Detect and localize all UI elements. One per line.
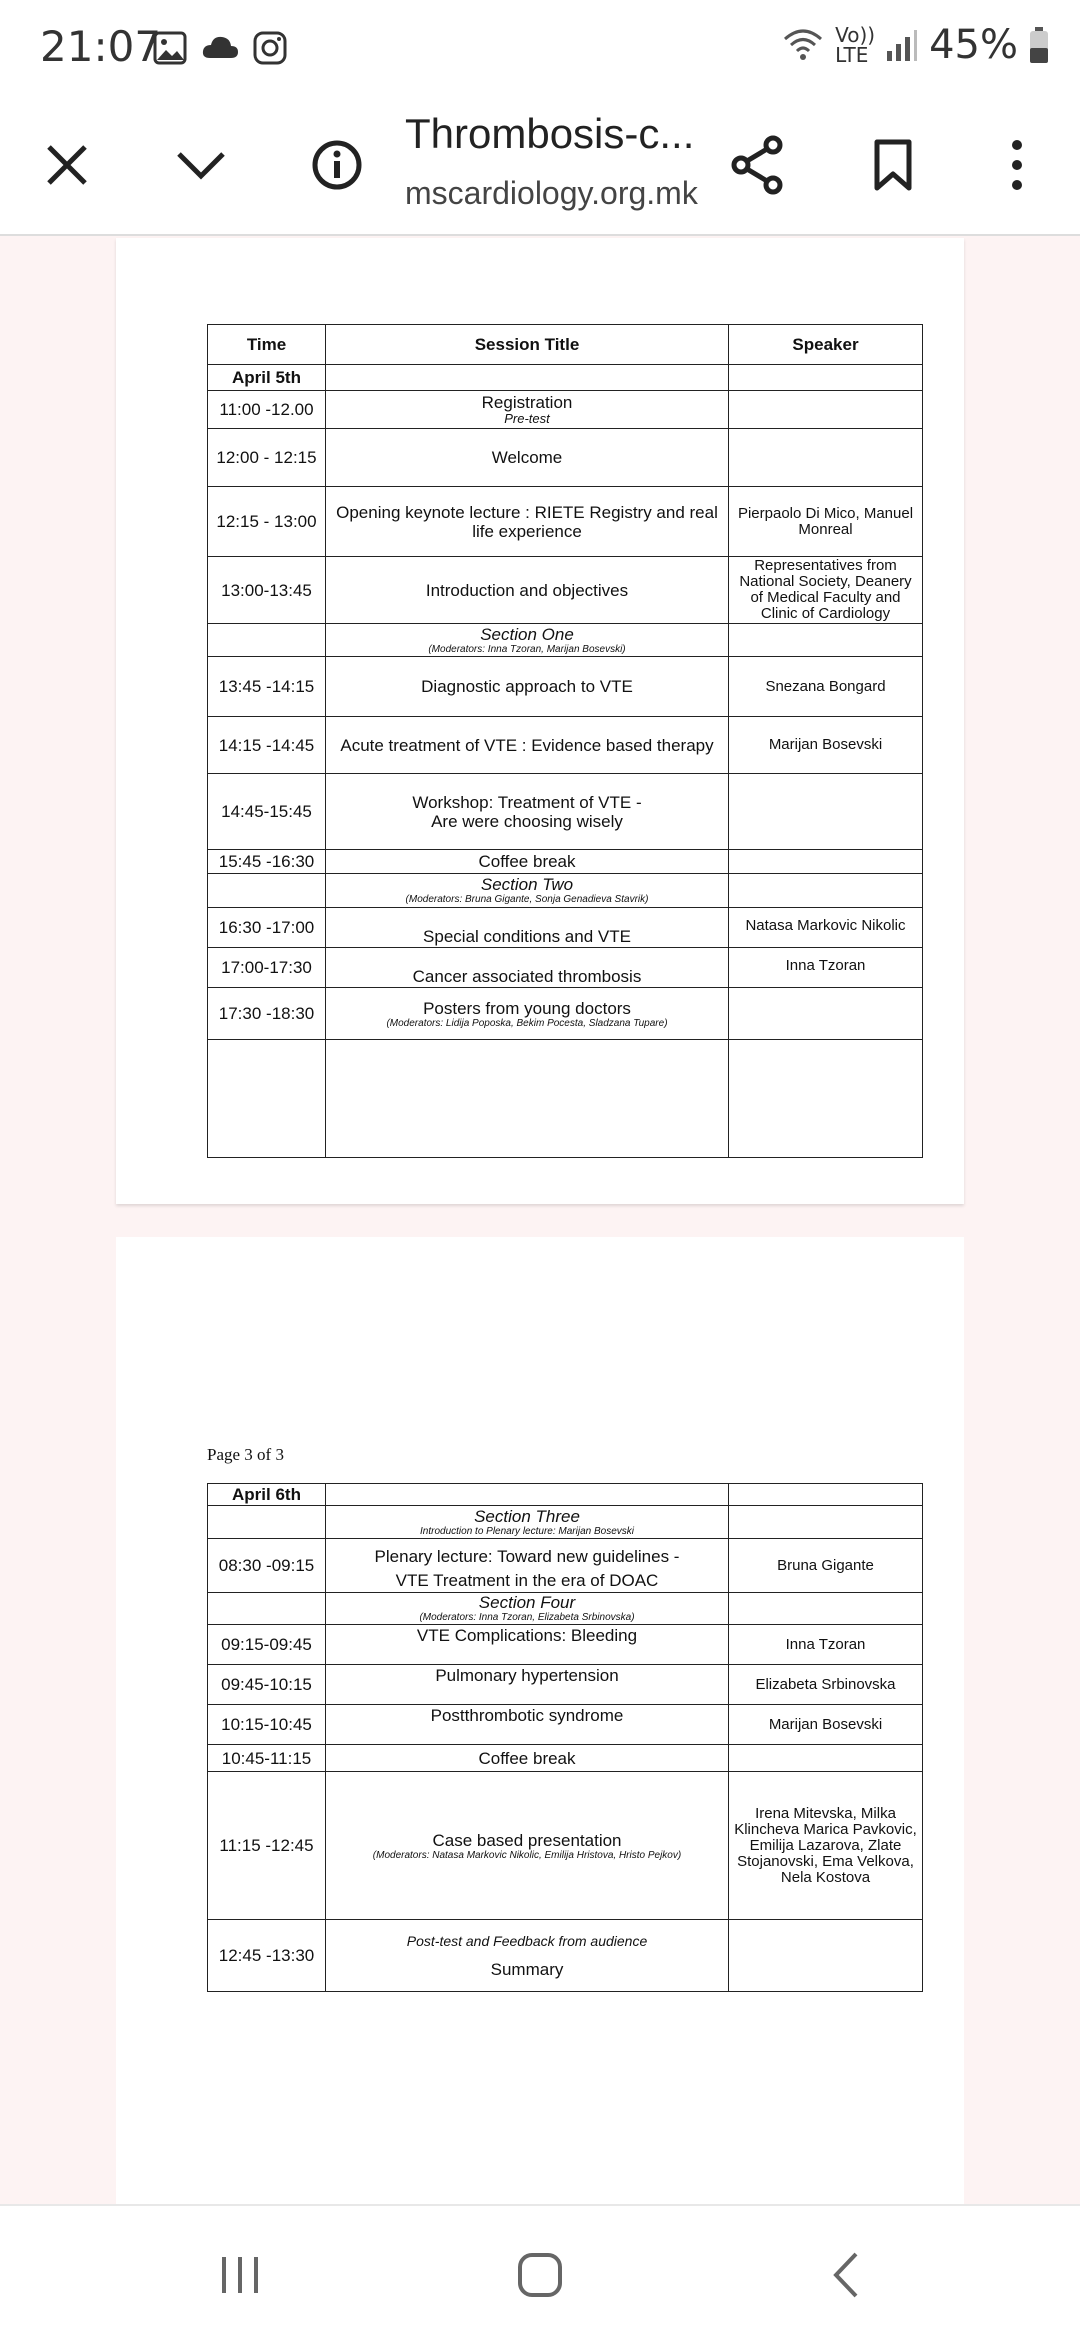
battery-icon — [1028, 26, 1050, 64]
back-icon — [830, 2250, 860, 2300]
network-label: Vo)) LTE — [835, 23, 876, 67]
share-icon — [729, 135, 785, 195]
header-session-title: Session Title — [326, 325, 729, 365]
table-row: 13:45 -14:15 Diagnostic approach to VTE Snezana Bongard — [208, 657, 923, 717]
status-time: 21:07 — [40, 22, 162, 71]
table-row: Section Three Introduction to Plenary lecture: Marijan Bosevski — [208, 1506, 923, 1539]
table-row: 17:30 -18:30 Posters from young doctors (Moderators: Lidija Poposka, Bekim Pocesta, Sladzana Tupare) — [208, 988, 923, 1040]
day-label: April 5th — [208, 365, 326, 391]
close-button[interactable] — [22, 120, 112, 210]
table-row: 10:45-11:15 Coffee break — [208, 1745, 923, 1772]
battery-percent: 45% — [929, 22, 1018, 68]
bookmark-icon — [873, 138, 913, 192]
header-time: Time — [208, 325, 326, 365]
table-row: 12:45 -13:30 Post-test and Feedback from audience Summary — [208, 1920, 923, 1992]
schedule-table-day1 — [207, 324, 923, 1158]
table-row: Section Four (Moderators: Inna Tzoran, Elizabeta Srbinovska) — [208, 1593, 923, 1625]
chevron-down-icon — [175, 150, 227, 180]
document-page-1 — [116, 238, 964, 1204]
bookmark-button[interactable] — [848, 120, 938, 210]
page-title: Thrombosis-c... — [405, 110, 695, 157]
table-row: 12:15 - 13:00 Opening keynote lecture : RIETE Registry and real life experience Pierpaolo Di Mico, Manuel Monreal — [208, 487, 923, 557]
home-button[interactable] — [490, 2230, 590, 2320]
table-row: 17:00-17:30 Cancer associated thrombosis Inna Tzoran — [208, 948, 923, 988]
table-row: 09:15-09:45 VTE Complications: Bleeding Inna Tzoran — [208, 1625, 923, 1665]
wifi-icon — [781, 27, 825, 63]
signal-icon — [885, 27, 919, 63]
browser-toolbar — [0, 100, 1080, 236]
status-bar — [0, 0, 1080, 100]
table-row: 10:15-10:45 Postthrombotic syndrome Marijan Bosevski — [208, 1705, 923, 1745]
table-row: 16:30 -17:00 Special conditions and VTE Natasa Markovic Nikolic — [208, 908, 923, 948]
document-page-2 — [116, 1237, 964, 2204]
back-button[interactable] — [795, 2230, 895, 2320]
table-row: 12:00 - 12:15 Welcome — [208, 429, 923, 487]
recent-apps-button[interactable] — [190, 2230, 290, 2320]
table-row: 14:15 -14:45 Acute treatment of VTE : Evidence based therapy Marijan Bosevski — [208, 717, 923, 774]
more-icon — [1009, 139, 1025, 191]
minimize-button[interactable] — [156, 120, 246, 210]
table-row: Section One (Moderators: Inna Tzoran, Marijan Bosevski) — [208, 624, 923, 657]
page-number: Page 3 of 3 — [207, 1445, 284, 1464]
schedule-table-day2 — [207, 1483, 923, 1992]
more-options-button[interactable] — [972, 120, 1062, 210]
day-label: April 6th — [208, 1484, 326, 1506]
table-row: 09:45-10:15 Pulmonary hypertension Elizabeta Srbinovska — [208, 1665, 923, 1705]
info-icon — [311, 139, 363, 191]
system-nav-bar — [0, 2204, 1080, 2340]
table-row-empty — [208, 1040, 923, 1158]
table-row: 11:00 -12.00 Registration Pre-test — [208, 391, 923, 429]
page-url: mscardiology.org.mk — [405, 175, 698, 211]
table-row: Section Two (Moderators: Bruna Gigante, Sonja Genadieva Stavrik) — [208, 874, 923, 908]
header-speaker: Speaker — [729, 325, 923, 365]
table-row: 13:00-13:45 Introduction and objectives Representatives from National Society, Deanery of Medical Faculty and Clinic of Cardiology — [208, 557, 923, 624]
instagram-icon — [252, 30, 288, 66]
info-button[interactable] — [292, 120, 382, 210]
gallery-icon — [152, 30, 188, 66]
share-button[interactable] — [712, 120, 802, 210]
table-row: 11:15 -12:45 Case based presentation (Moderators: Natasa Markovic Nikolic, Emilija Hristova, Hristo Pejkov) Irena Mitevska, Milka Klincheva Marica Pavkovic, Emilija Lazarova, Zlate Stojanovski, Ema Velkova, Nela Kostova — [208, 1772, 923, 1920]
cloud-icon — [200, 30, 240, 66]
recent-apps-icon — [218, 2255, 262, 2295]
table-row: 15:45 -16:30 Coffee break — [208, 850, 923, 874]
table-row: 08:30 -09:15 Plenary lecture: Toward new guidelines - VTE Treatment in the era of DOAC Bruna Gigante — [208, 1539, 923, 1593]
table-row: 14:45-15:45 Workshop: Treatment of VTE - Are were choosing wisely — [208, 774, 923, 850]
home-icon — [517, 2252, 563, 2298]
close-icon — [45, 143, 89, 187]
